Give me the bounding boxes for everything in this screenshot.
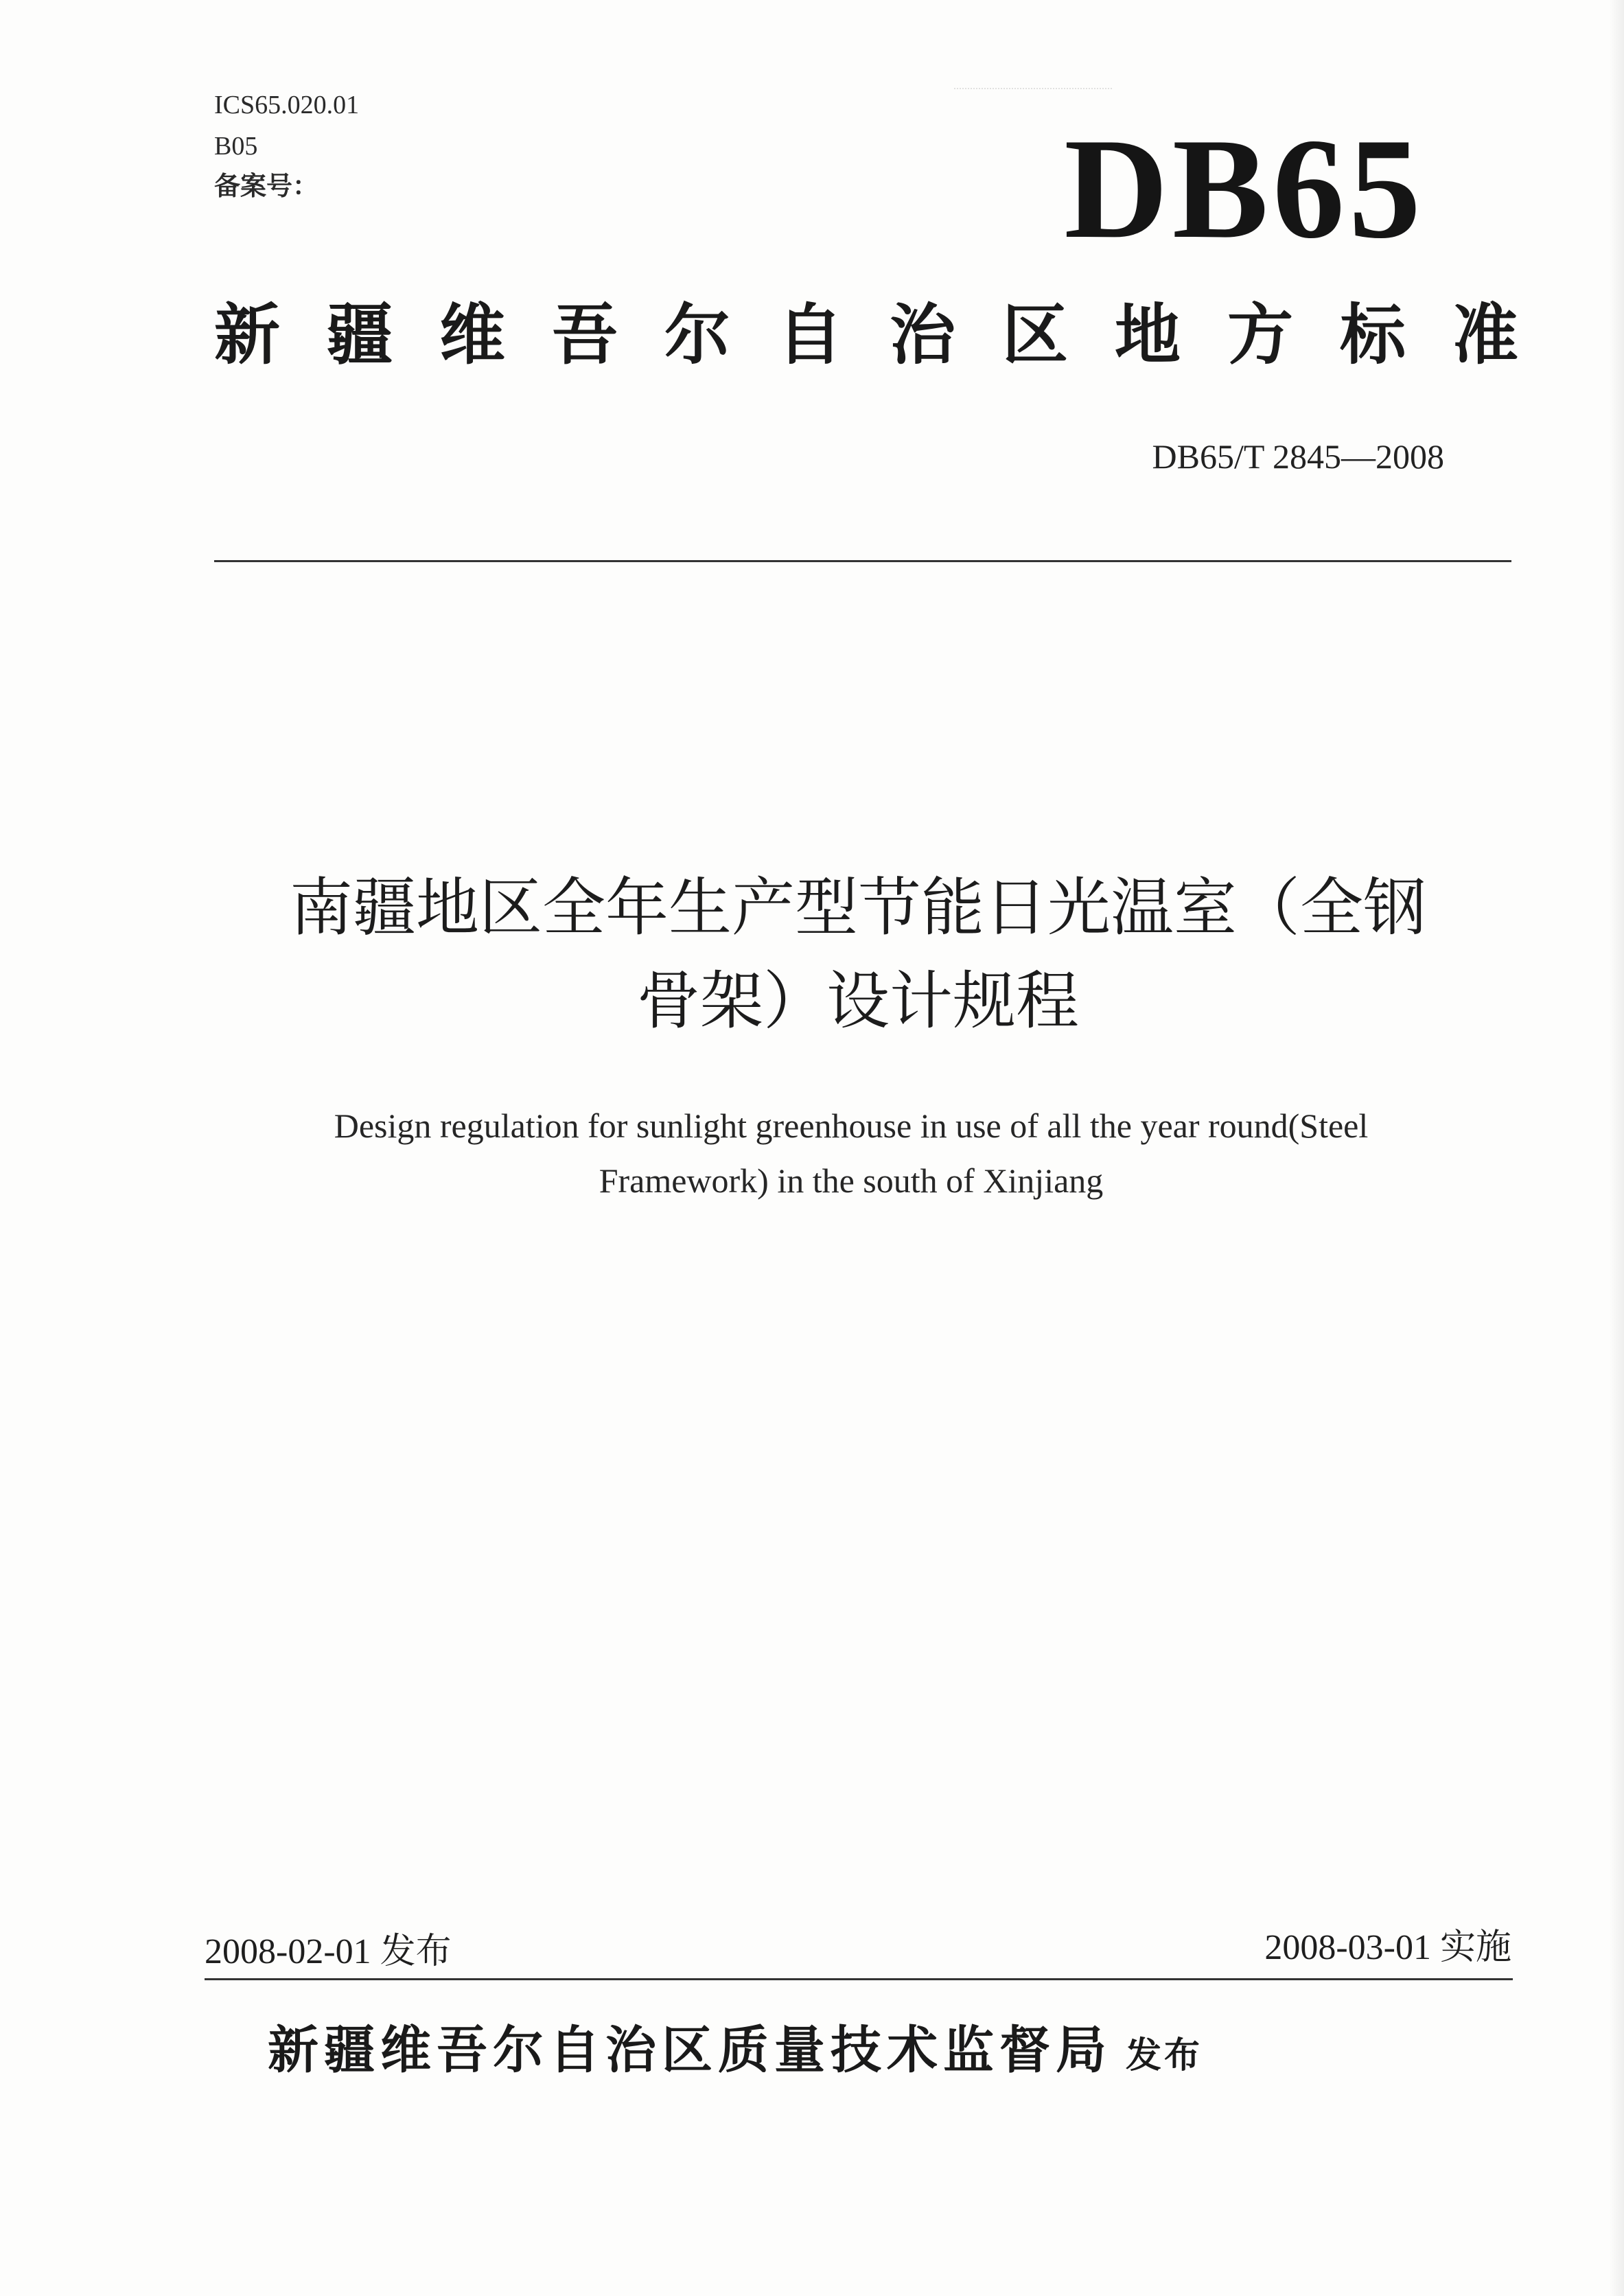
- issuer: [268, 2021, 1203, 2080]
- filing-number-label: 备案号：: [214, 171, 319, 201]
- bottom-divider: [205, 1978, 1513, 1980]
- top-divider: [214, 560, 1511, 562]
- title-english-line-1: Design regulation for sunlight greenhouse in use of all the year round(Steel: [334, 1106, 1369, 1145]
- standard-type-heading: 新疆维吾尔自治区地方标准: [214, 297, 1565, 373]
- title-chinese-line-2: 骨架）设计规程: [636, 964, 1079, 1038]
- standard-number: DB65/T 2845—2008: [1152, 437, 1444, 476]
- db65-logo: DB65: [1064, 109, 1425, 268]
- title-chinese: [206, 861, 1510, 1048]
- scan-edge-shadow: [1609, 0, 1624, 2296]
- clc-code: B05: [214, 132, 258, 161]
- issuer-name: 新疆维吾尔自治区质量技术监督局: [268, 2021, 1112, 2080]
- issue-date: 2008-02-01 发布: [205, 1932, 452, 1971]
- implementation-date: 2008-03-01 实施: [1264, 1928, 1511, 1967]
- title-english: [206, 1098, 1496, 1208]
- ics-code: ICS65.020.01: [214, 91, 360, 119]
- faint-stamp-mark: [954, 88, 1112, 99]
- issuer-suffix: 发布: [1126, 2035, 1203, 2076]
- title-english-line-2: Framework) in the south of Xinjiang: [599, 1161, 1104, 1200]
- title-chinese-line-1: 南疆地区全年生产型节能日光温室（全钢: [289, 871, 1426, 944]
